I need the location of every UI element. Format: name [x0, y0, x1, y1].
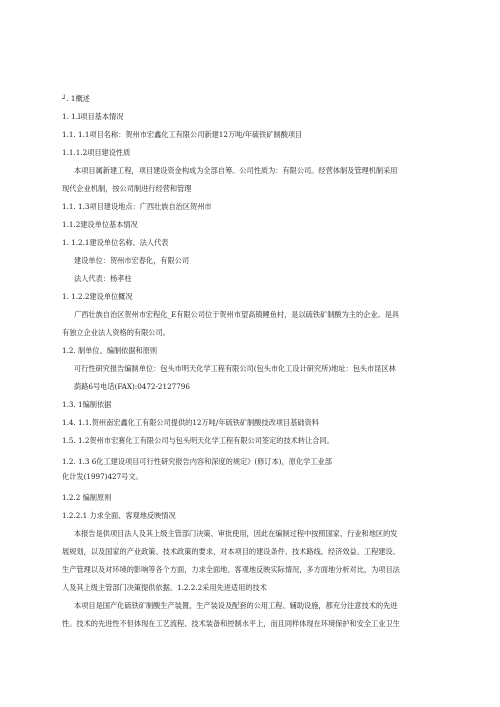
heading-builder-info: 1.1.2建设单位基本情况 — [62, 220, 138, 229]
legal-rep-line: 法人代表：杨孝柱 — [74, 274, 132, 283]
builder-name-line: 建设单位：贺州市宏春化，有限公司 — [74, 256, 190, 265]
paragraph-line: 人及其上级主管部门决策提供依据。1.2.2.2采用先进适用的技术 — [62, 583, 267, 592]
paragraph-line: 荫路6号电话(FAX):0472-2127796 — [74, 382, 190, 391]
paragraph-line: 本项目属新建工程，项目建设资金构成为全部自筹。公司性质为：有限公司。经营体制及管理机制采用 — [74, 166, 398, 175]
project-location-line: 1.1. 1.3项目建设地点：广西壮族自治区贺州市 — [62, 202, 212, 211]
section-heading: ┘. 1概述 — [62, 94, 90, 103]
paragraph-line: 可行性研究报告编制单位：包头市明天化学工程有限公司(包头市化工设计研究所)地址：包头市昆区林 — [74, 364, 396, 373]
heading-basis: 1.3. 1编制依据 — [62, 400, 112, 409]
heading-compiler: 1.2. 制单位、编制依据和原则 — [62, 346, 158, 355]
paragraph-line: 性。技术的先进性不但体现在工艺流程、技术装备和控制水平上，而且同样体现在环境保护和安全工业卫生 — [62, 619, 400, 628]
basis-item: 1.2. 1.3 6化工建设项目可行性研究报告内容和深度的规定》(修订本)，原化学工业部 — [62, 457, 332, 466]
paragraph-line: 生产管理以及对环境的影响等各个方面，力求全面地、客观地反映实际情况，多方面地分析对比，为项目法 — [62, 565, 400, 574]
paragraph-line: 现代企业机制，按公司制进行经营和管理 — [62, 184, 192, 193]
paragraph-line: 化计发(1997)427号文。 — [62, 472, 143, 481]
paragraph-line: 有独立企业法人资格的有限公司。 — [62, 328, 170, 337]
paragraph-line: 本报告是供项目法人及其上级主管部门决策、审批使用，因此在编制过程中按照国家、行业和地区的发 — [74, 529, 398, 538]
heading-principle-1: 1.2.2.1 力求全面、客观地反映情况 — [62, 511, 176, 520]
basis-item: 1.5. 1.2贺州市宏赛化工有限公司与包头明天化学工程有限公司签定的技术转让合同。 — [62, 436, 334, 445]
heading-principles: 1.2.2 编制原则 — [62, 493, 112, 502]
paragraph-line: 本项目是国产化硫铁矿制酸生产装置，生产装设及配套的公用工程、辅助设施，都充分注意技术的先进 — [74, 601, 398, 610]
paragraph-line: 展规划，以及国家的产业政策、技术政策的要求，对本项目的建设条件、技术路线、经济效益、工程建设、 — [62, 547, 400, 556]
paragraph-line: 广西壮族自治区贺州市宏程化_E有限公司位于贺州市望高镇鲤鱼村，是以硫铁矿制酸为主的企业。是具 — [74, 310, 400, 319]
basis-item: 1.4. 1.1.贺州南宏鑫化工有限公司提供的12万吨/年硫铁矿制酸技改项目基础资料 — [62, 418, 319, 427]
heading-project-nature: 1.1.1.2项目建设性质 — [62, 148, 131, 157]
project-name-line: 1.1. 1.1项目名称：贺州市宏鑫化工有限公司新建12万吨/年硫铁矿制酸项目 — [62, 130, 303, 139]
heading-basic-info: 1. 1.l项目基本情况 — [62, 112, 124, 121]
heading-builder-overview: 1. 1.2.2建设单位概况 — [62, 292, 133, 301]
heading-builder-name: 1. 1.2.1建设单位名称、法人代表 — [62, 238, 169, 247]
